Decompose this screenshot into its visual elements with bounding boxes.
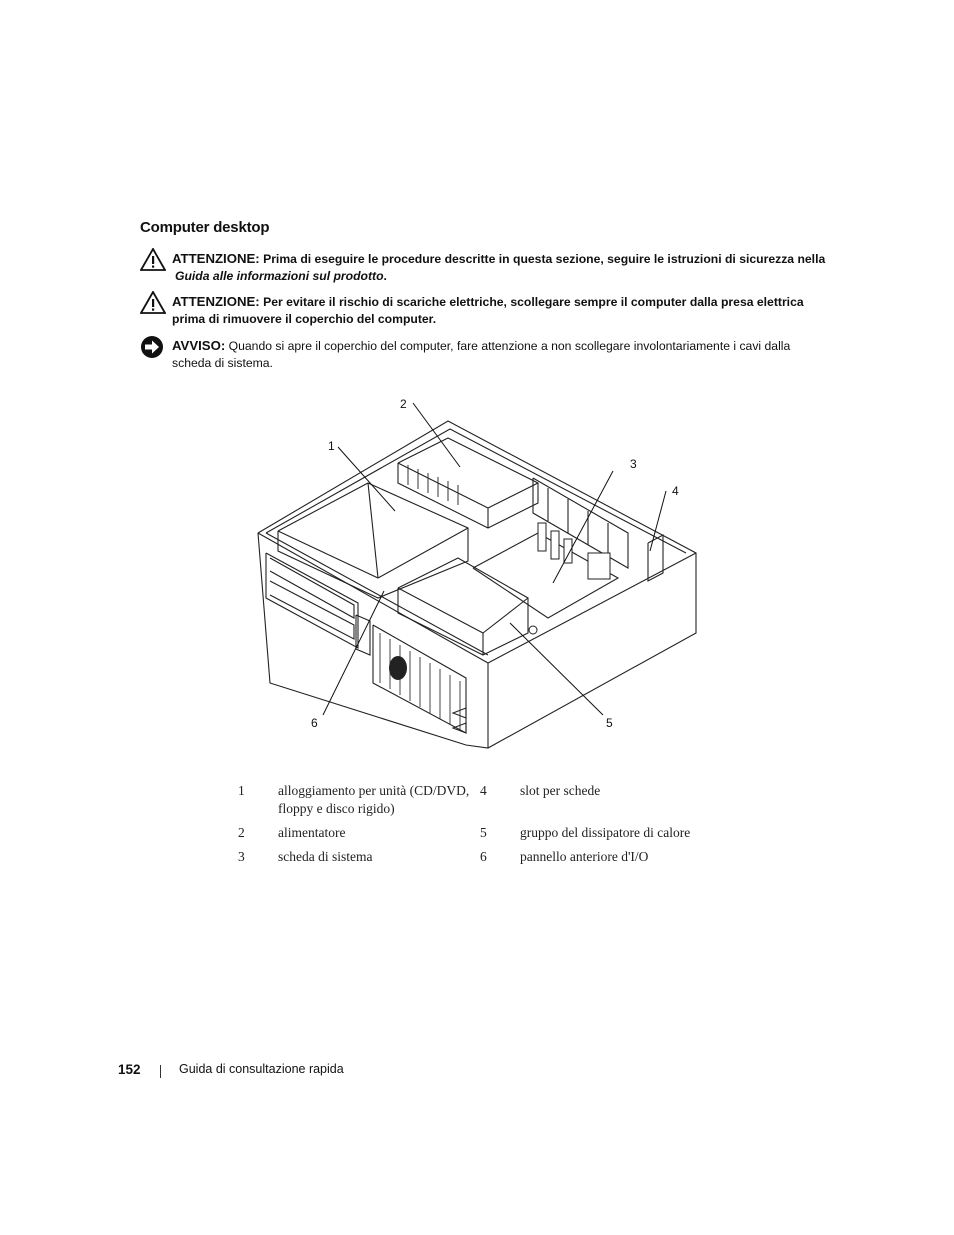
legend-label: pannello anteriore d'I/O bbox=[520, 849, 649, 864]
legend-label: alloggiamento per unità (CD/DVD, floppy e disco rigido) bbox=[278, 783, 470, 816]
callout-6: 6 bbox=[311, 716, 318, 730]
note-text: Quando si apre il coperchio del computer, fare attenzione a non scollegare involontariamente i cavi dalla scheda di sistema. bbox=[172, 339, 791, 370]
note-lead: ATTENZIONE: bbox=[172, 251, 260, 266]
warning-triangle-icon bbox=[140, 291, 166, 315]
callout-4: 4 bbox=[672, 484, 679, 498]
note-tail: . bbox=[383, 269, 387, 283]
legend-label: alimentatore bbox=[278, 825, 346, 840]
legend-row bbox=[232, 848, 712, 872]
legend-number: 3 bbox=[238, 849, 245, 864]
note-text: Prima di eseguire le procedure descritte in questa sezione, seguire le istruzioni di sicurezza nella bbox=[263, 252, 826, 266]
notice-arrow-icon bbox=[140, 335, 166, 359]
callout-2: 2 bbox=[400, 397, 407, 411]
guide-title: Guida di consultazione rapida bbox=[179, 1062, 344, 1076]
footer-separator bbox=[160, 1065, 161, 1078]
legend-label: scheda di sistema bbox=[278, 849, 373, 864]
computer-desktop-illustration bbox=[248, 393, 708, 758]
callout-5: 5 bbox=[606, 716, 613, 730]
notice-note bbox=[140, 337, 830, 372]
warning-note-2 bbox=[140, 293, 830, 328]
page-number: 152 bbox=[118, 1062, 141, 1077]
legend-row bbox=[232, 824, 712, 848]
legend-number: 5 bbox=[480, 825, 487, 840]
legend-number: 6 bbox=[480, 849, 487, 864]
legend-label: slot per schede bbox=[520, 783, 601, 798]
figure-legend bbox=[232, 782, 712, 872]
legend-label: gruppo del dissipatore di calore bbox=[520, 825, 691, 840]
legend-row bbox=[232, 782, 712, 824]
section-title: Computer desktop bbox=[140, 219, 270, 236]
note-lead: AVVISO: bbox=[172, 338, 226, 353]
legend-number: 4 bbox=[480, 783, 487, 798]
legend-number: 2 bbox=[238, 825, 245, 840]
callout-3: 3 bbox=[630, 457, 637, 471]
legend-number: 1 bbox=[238, 783, 245, 798]
note-italic-text: Guida alle informazioni sul prodotto bbox=[175, 269, 384, 283]
chassis-drawing bbox=[248, 393, 708, 758]
warning-note-1 bbox=[140, 250, 830, 285]
callout-1: 1 bbox=[328, 439, 335, 453]
warning-triangle-icon bbox=[140, 248, 166, 272]
note-text: Per evitare il rischio di scariche elettriche, scollegare sempre il computer dalla presa elettrica prima di rimuovere il coperchio del computer. bbox=[172, 295, 804, 326]
logo-badge-icon bbox=[389, 656, 407, 680]
note-lead: ATTENZIONE: bbox=[172, 294, 260, 309]
